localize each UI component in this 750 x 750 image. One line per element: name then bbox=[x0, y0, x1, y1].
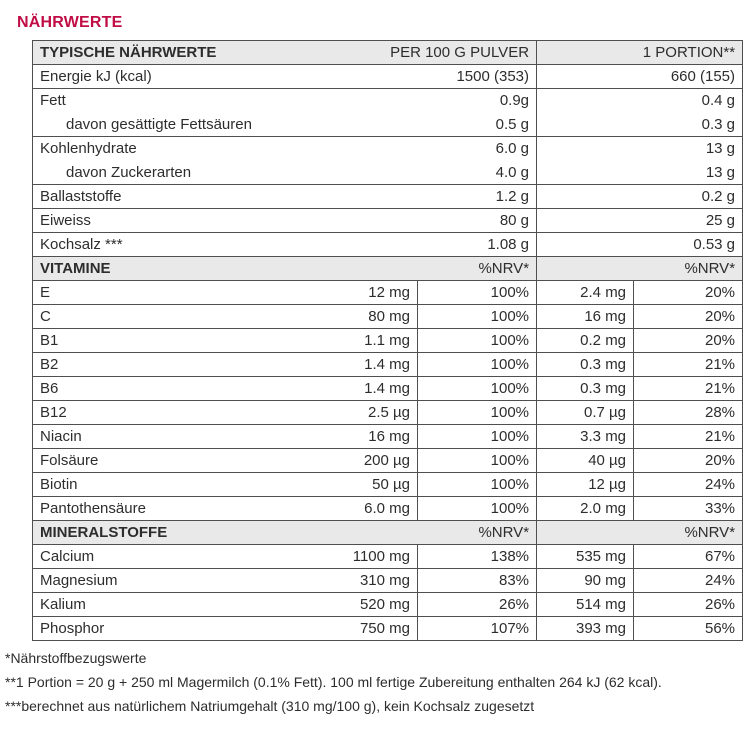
table-row bbox=[33, 233, 743, 257]
amount-per-portion: 2.0 mg bbox=[537, 497, 634, 521]
section-nrv-100g-label: %NRV* bbox=[478, 260, 530, 277]
amount-per-100g: 200 µg bbox=[318, 449, 418, 473]
amount-per-portion: 0.2 mg bbox=[537, 329, 634, 353]
nrv-per-portion: 24% bbox=[634, 569, 743, 593]
table-row bbox=[33, 305, 743, 329]
nrv-per-portion: 28% bbox=[634, 401, 743, 425]
nrv-per-portion: 20% bbox=[634, 305, 743, 329]
table-row bbox=[33, 473, 743, 497]
value-per-100g: 0.9g bbox=[499, 92, 530, 110]
nutrient-label: Fett bbox=[40, 92, 66, 110]
amount-per-portion: 0.3 mg bbox=[537, 377, 634, 401]
nutrient-cell bbox=[33, 89, 537, 113]
nrv-per-100g: 83% bbox=[418, 569, 537, 593]
nutrient-label: Niacin bbox=[33, 425, 318, 449]
value-per-100g: 6.0 g bbox=[495, 140, 530, 158]
section-nrv-100g-label: %NRV* bbox=[478, 524, 530, 541]
amount-per-portion: 12 µg bbox=[537, 473, 634, 497]
section-nrv-portion-label: %NRV* bbox=[537, 521, 743, 545]
nrv-per-100g: 100% bbox=[418, 329, 537, 353]
nutrient-label: Phosphor bbox=[33, 617, 318, 641]
section-header-row bbox=[33, 521, 743, 545]
nrv-per-100g: 100% bbox=[418, 497, 537, 521]
amount-per-100g: 80 mg bbox=[318, 305, 418, 329]
nutrient-label: B1 bbox=[33, 329, 318, 353]
amount-per-100g: 1100 mg bbox=[318, 545, 418, 569]
section-header-row bbox=[33, 257, 743, 281]
nutrient-cell bbox=[33, 161, 537, 185]
table-row bbox=[33, 449, 743, 473]
nrv-per-portion: 24% bbox=[634, 473, 743, 497]
nutrient-label: Kalium bbox=[33, 593, 318, 617]
table-row bbox=[33, 209, 743, 233]
table-row bbox=[33, 329, 743, 353]
header-cell-left bbox=[33, 41, 537, 65]
table-header-row bbox=[33, 41, 743, 65]
nutrient-label: Energie kJ (kcal) bbox=[40, 68, 152, 85]
nutrient-label: B6 bbox=[33, 377, 318, 401]
nrv-per-100g: 138% bbox=[418, 545, 537, 569]
value-per-portion: 0.2 g bbox=[537, 185, 743, 209]
nutrient-label: davon Zuckerarten bbox=[66, 163, 192, 181]
section-header-cell bbox=[33, 521, 537, 545]
value-per-100g: 4.0 g bbox=[495, 163, 530, 181]
nutrient-label: Folsäure bbox=[33, 449, 318, 473]
footnotes bbox=[5, 646, 750, 718]
table-row bbox=[33, 281, 743, 305]
amount-per-100g: 310 mg bbox=[318, 569, 418, 593]
amount-per-100g: 6.0 mg bbox=[318, 497, 418, 521]
table-row bbox=[33, 545, 743, 569]
nutrient-label: B2 bbox=[33, 353, 318, 377]
amount-per-100g: 1.4 mg bbox=[318, 377, 418, 401]
table-row bbox=[33, 425, 743, 449]
nrv-per-100g: 100% bbox=[418, 425, 537, 449]
nrv-per-100g: 100% bbox=[418, 377, 537, 401]
nrv-per-100g: 100% bbox=[418, 305, 537, 329]
header-col-portion: 1 PORTION** bbox=[537, 41, 743, 65]
nutrition-table bbox=[32, 40, 743, 641]
value-per-portion: 0.4 g bbox=[537, 89, 743, 113]
nutrient-label: Kochsalz *** bbox=[40, 236, 123, 253]
nutrient-cell bbox=[33, 65, 537, 89]
nutrient-cell bbox=[33, 137, 537, 161]
value-per-100g: 1.2 g bbox=[495, 188, 530, 205]
footnote-salt: ***berechnet aus natürlichem Natriumgehalt (310 mg/100 g), kein Kochsalz zugesetzt bbox=[5, 698, 535, 714]
nrv-per-portion: 26% bbox=[634, 593, 743, 617]
amount-per-portion: 3.3 mg bbox=[537, 425, 634, 449]
nrv-per-portion: 33% bbox=[634, 497, 743, 521]
amount-per-portion: 2.4 mg bbox=[537, 281, 634, 305]
amount-per-100g: 50 µg bbox=[318, 473, 418, 497]
section-title: VITAMINE bbox=[40, 260, 111, 277]
nutrient-cell bbox=[33, 113, 537, 137]
value-per-portion: 0.53 g bbox=[537, 233, 743, 257]
value-per-100g: 0.5 g bbox=[495, 115, 530, 133]
nrv-per-portion: 20% bbox=[634, 449, 743, 473]
nutrient-label: Kohlenhydrate bbox=[40, 140, 137, 158]
amount-per-portion: 90 mg bbox=[537, 569, 634, 593]
value-per-portion: 0.3 g bbox=[537, 113, 743, 137]
section-title: MINERALSTOFFE bbox=[40, 524, 168, 541]
value-per-portion: 13 g bbox=[537, 161, 743, 185]
nrv-per-portion: 21% bbox=[634, 377, 743, 401]
nrv-per-portion: 21% bbox=[634, 353, 743, 377]
table-row bbox=[33, 113, 743, 137]
table-row bbox=[33, 569, 743, 593]
header-col-per-100g: PER 100 G PULVER bbox=[390, 44, 530, 61]
nrv-per-portion: 20% bbox=[634, 329, 743, 353]
nutrient-label: B12 bbox=[33, 401, 318, 425]
nrv-per-portion: 21% bbox=[634, 425, 743, 449]
nutrient-label: Pantothensäure bbox=[33, 497, 318, 521]
nrv-per-portion: 56% bbox=[634, 617, 743, 641]
header-title: TYPISCHE NÄHRWERTE bbox=[40, 44, 217, 61]
table-row bbox=[33, 401, 743, 425]
page-title: NÄHRWERTE bbox=[17, 14, 123, 31]
nrv-per-100g: 100% bbox=[418, 449, 537, 473]
value-per-100g: 1.08 g bbox=[487, 236, 530, 253]
table-row bbox=[33, 353, 743, 377]
amount-per-100g: 1.1 mg bbox=[318, 329, 418, 353]
nrv-per-100g: 107% bbox=[418, 617, 537, 641]
amount-per-100g: 750 mg bbox=[318, 617, 418, 641]
value-per-100g: 80 g bbox=[499, 212, 530, 229]
nutrient-label: Biotin bbox=[33, 473, 318, 497]
amount-per-portion: 0.3 mg bbox=[537, 353, 634, 377]
table-row bbox=[33, 497, 743, 521]
table-row bbox=[33, 65, 743, 89]
nrv-per-100g: 100% bbox=[418, 473, 537, 497]
footnote-portion: **1 Portion = 20 g + 250 ml Magermilch (0.1% Fett). 100 ml fertige Zubereitung enthalten 264 kJ (62 kcal). bbox=[5, 674, 662, 690]
table-row bbox=[33, 377, 743, 401]
amount-per-portion: 40 µg bbox=[537, 449, 634, 473]
table-body bbox=[33, 65, 743, 641]
nrv-per-100g: 100% bbox=[418, 281, 537, 305]
footnote-nrv: *Nährstoffbezugswerte bbox=[5, 650, 147, 666]
nutrient-cell bbox=[33, 233, 537, 257]
amount-per-100g: 16 mg bbox=[318, 425, 418, 449]
nutrient-label: Eiweiss bbox=[40, 212, 91, 229]
nutrient-label: C bbox=[33, 305, 318, 329]
nrv-per-100g: 26% bbox=[418, 593, 537, 617]
nutrient-label: davon gesättigte Fettsäuren bbox=[66, 115, 252, 133]
nrv-per-portion: 20% bbox=[634, 281, 743, 305]
table-row bbox=[33, 617, 743, 641]
nrv-per-portion: 67% bbox=[634, 545, 743, 569]
nrv-per-100g: 100% bbox=[418, 401, 537, 425]
nutrient-label: Magnesium bbox=[33, 569, 318, 593]
table-row bbox=[33, 593, 743, 617]
amount-per-portion: 393 mg bbox=[537, 617, 634, 641]
amount-per-100g: 520 mg bbox=[318, 593, 418, 617]
value-per-portion: 13 g bbox=[537, 137, 743, 161]
value-per-100g: 1500 (353) bbox=[456, 68, 530, 85]
table-row bbox=[33, 89, 743, 113]
nutrient-cell bbox=[33, 185, 537, 209]
nutrient-label: Calcium bbox=[33, 545, 318, 569]
table-row bbox=[33, 161, 743, 185]
table-row bbox=[33, 185, 743, 209]
amount-per-portion: 514 mg bbox=[537, 593, 634, 617]
amount-per-portion: 0.7 µg bbox=[537, 401, 634, 425]
amount-per-100g: 1.4 mg bbox=[318, 353, 418, 377]
nrv-per-100g: 100% bbox=[418, 353, 537, 377]
value-per-portion: 660 (155) bbox=[537, 65, 743, 89]
nutrient-cell bbox=[33, 209, 537, 233]
amount-per-100g: 12 mg bbox=[318, 281, 418, 305]
nutrient-label: Ballaststoffe bbox=[40, 188, 122, 205]
section-nrv-portion-label: %NRV* bbox=[537, 257, 743, 281]
table-row bbox=[33, 137, 743, 161]
nutrient-label: E bbox=[33, 281, 318, 305]
amount-per-portion: 535 mg bbox=[537, 545, 634, 569]
amount-per-100g: 2.5 µg bbox=[318, 401, 418, 425]
amount-per-portion: 16 mg bbox=[537, 305, 634, 329]
section-header-cell bbox=[33, 257, 537, 281]
value-per-portion: 25 g bbox=[537, 209, 743, 233]
